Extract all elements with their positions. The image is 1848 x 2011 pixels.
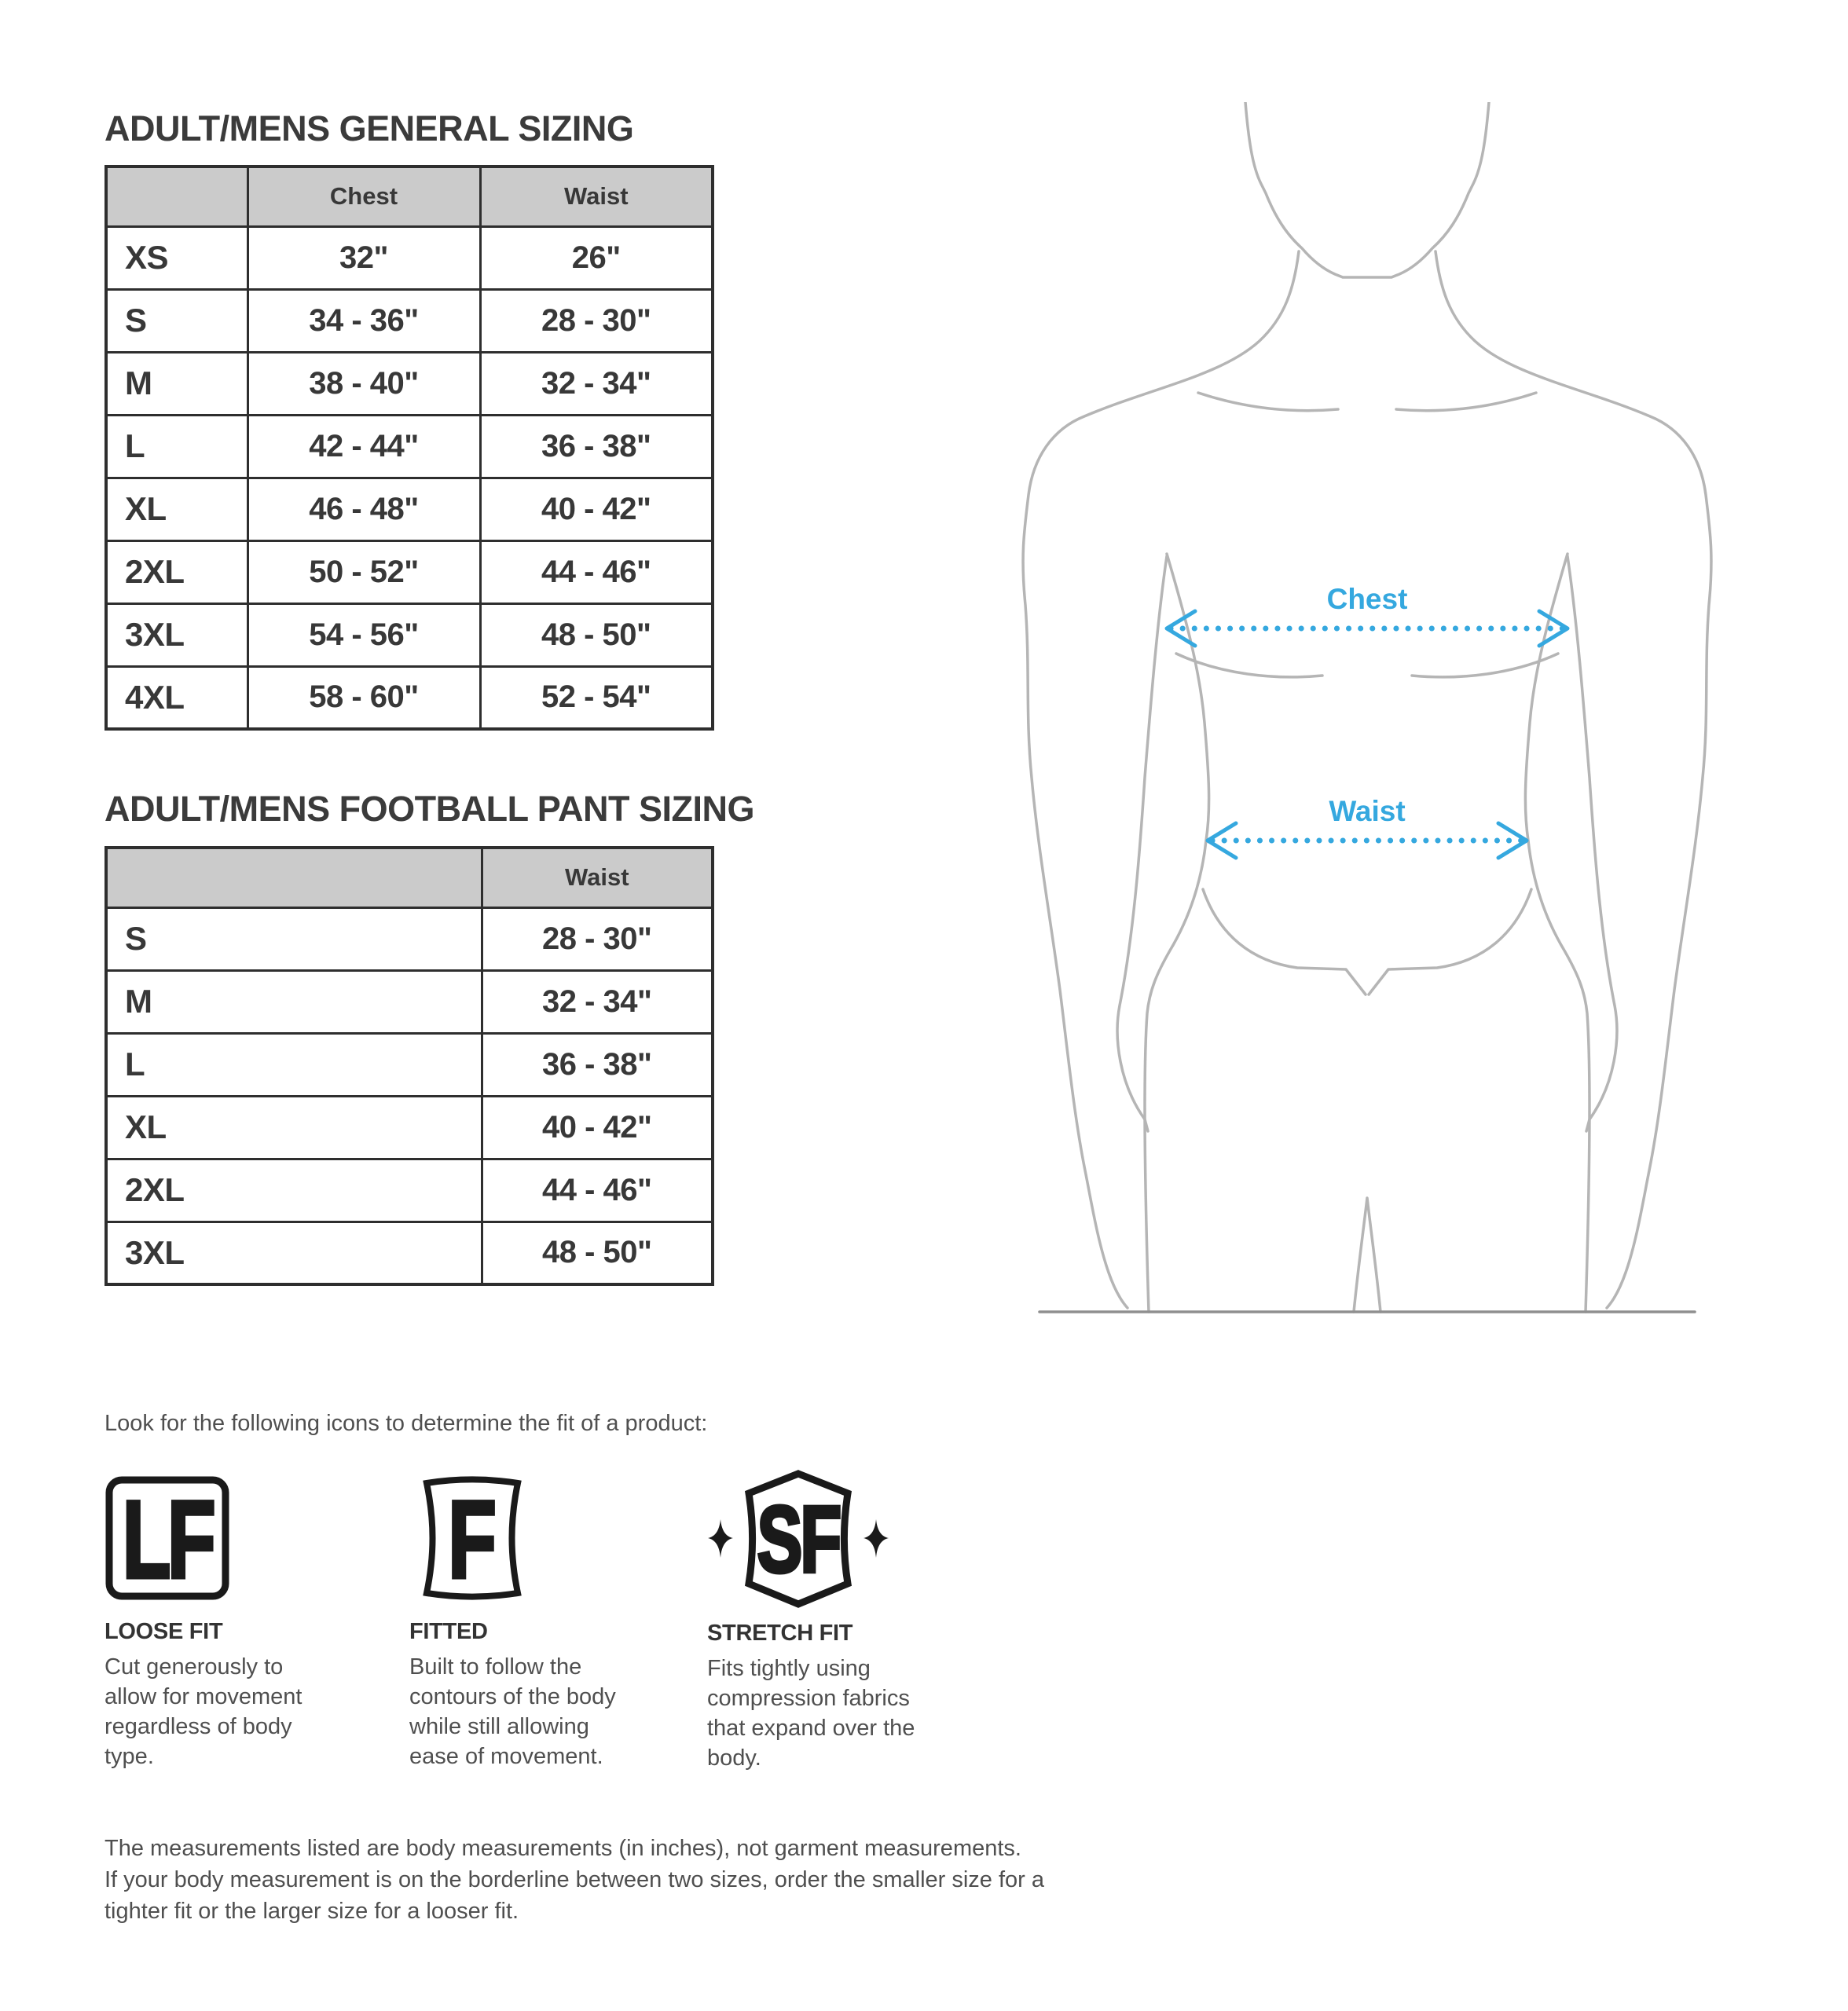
table-row bbox=[106, 478, 713, 540]
footnote-line-1: The measurements listed are body measurements (in inches), not garment measurements. bbox=[104, 1836, 1021, 1861]
chest-value: 34 - 36" bbox=[248, 289, 480, 352]
size-label: 3XL bbox=[106, 603, 248, 666]
loose-fit-description: Cut generously to allow for movement regardless of body type. bbox=[104, 1654, 302, 1769]
fitted-icon bbox=[409, 1475, 535, 1601]
size-label: 2XL bbox=[106, 540, 248, 603]
right-shoulder-blade-line bbox=[1396, 393, 1536, 411]
fitted-block bbox=[409, 1475, 653, 1771]
waist-value: 28 - 30" bbox=[482, 907, 713, 970]
waist-value: 32 - 34" bbox=[482, 970, 713, 1033]
header-row bbox=[106, 167, 713, 226]
measurement-footnote bbox=[104, 1833, 1106, 1927]
waist-value: 44 - 46" bbox=[482, 1159, 713, 1222]
column-header-waist: Waist bbox=[482, 848, 713, 907]
table-row bbox=[106, 415, 713, 478]
waist-value: 36 - 38" bbox=[482, 1033, 713, 1096]
column-header-chest: Chest bbox=[248, 167, 480, 226]
head-outline bbox=[1245, 102, 1489, 277]
stretch-right-diamond bbox=[864, 1519, 889, 1558]
table-row bbox=[106, 1096, 713, 1159]
size-label: XL bbox=[106, 478, 248, 540]
chest-value: 54 - 56" bbox=[248, 603, 480, 666]
chest-value: 42 - 44" bbox=[248, 415, 480, 478]
size-label: S bbox=[106, 907, 482, 970]
left-arm-outline bbox=[1023, 251, 1299, 1308]
body-measurement-diagram bbox=[1010, 102, 1725, 1328]
table-row bbox=[106, 666, 713, 729]
size-label: L bbox=[106, 1033, 482, 1096]
stretch-fit-description: Fits tightly using compression fabrics that expand over the body. bbox=[707, 1656, 915, 1771]
waist-value: 32 - 34" bbox=[480, 352, 713, 415]
chest-value: 58 - 60" bbox=[248, 666, 480, 729]
waist-label: Waist bbox=[1329, 795, 1406, 827]
size-label: L bbox=[106, 415, 248, 478]
footnote-line-2: If your body measurement is on the borderline between two sizes, order the smaller size for a tighter fit or the larger size for a looser fit. bbox=[104, 1867, 1045, 1924]
right-arm-outline bbox=[1436, 251, 1711, 1308]
waist-value: 40 - 42" bbox=[482, 1096, 713, 1159]
size-label: XL bbox=[106, 1096, 482, 1159]
size-label: XS bbox=[106, 226, 248, 289]
stretch-fit-icon bbox=[707, 1467, 889, 1610]
right-hip-line bbox=[1369, 889, 1531, 995]
waist-value: 26" bbox=[480, 226, 713, 289]
table-row bbox=[106, 540, 713, 603]
torso-outline-figure bbox=[1010, 102, 1725, 1328]
general-sizing-title: ADULT/MENS GENERAL SIZING bbox=[104, 108, 634, 148]
table-row bbox=[106, 352, 713, 415]
waist-value: 48 - 50" bbox=[482, 1222, 713, 1284]
loose-fit-abbr: LF bbox=[122, 1478, 213, 1601]
size-label: 4XL bbox=[106, 666, 248, 729]
inner-legs bbox=[1354, 1198, 1380, 1312]
pant-sizing-title: ADULT/MENS FOOTBALL PANT SIZING bbox=[104, 789, 754, 829]
waist-value: 48 - 50" bbox=[480, 603, 713, 666]
table-row bbox=[106, 1033, 713, 1096]
header-row bbox=[106, 848, 713, 907]
fitted-abbr: F bbox=[448, 1478, 497, 1601]
size-label: 2XL bbox=[106, 1159, 482, 1222]
size-label: S bbox=[106, 289, 248, 352]
loose-fit-icon bbox=[104, 1475, 230, 1601]
size-label: M bbox=[106, 352, 248, 415]
chest-value: 38 - 40" bbox=[248, 352, 480, 415]
table-row bbox=[106, 1222, 713, 1284]
loose-fit-name: LOOSE FIT bbox=[104, 1619, 223, 1644]
table-row bbox=[106, 1159, 713, 1222]
size-label: M bbox=[106, 970, 482, 1033]
right-inner-arm bbox=[1568, 556, 1617, 1131]
waist-value: 28 - 30" bbox=[480, 289, 713, 352]
table-row bbox=[106, 289, 713, 352]
table-row bbox=[106, 226, 713, 289]
fit-intro-text: Look for the following icons to determine the fit of a product: bbox=[104, 1411, 708, 1436]
table-row bbox=[106, 603, 713, 666]
column-header-waist: Waist bbox=[480, 167, 713, 226]
stretch-fit-block bbox=[707, 1467, 966, 1773]
fitted-name: FITTED bbox=[409, 1619, 488, 1644]
pant-sizing-table bbox=[104, 846, 714, 1286]
chest-value: 46 - 48" bbox=[248, 478, 480, 540]
column-header-blank bbox=[106, 167, 248, 226]
chest-label: Chest bbox=[1326, 583, 1408, 615]
column-header-blank bbox=[106, 848, 482, 907]
size-label: 3XL bbox=[106, 1222, 482, 1284]
loose-fit-block bbox=[104, 1475, 340, 1771]
waist-value: 40 - 42" bbox=[480, 478, 713, 540]
left-hip-line bbox=[1203, 889, 1366, 995]
left-inner-arm bbox=[1117, 556, 1167, 1131]
table-row bbox=[106, 970, 713, 1033]
chest-value: 50 - 52" bbox=[248, 540, 480, 603]
stretch-fit-name: STRETCH FIT bbox=[707, 1621, 853, 1646]
left-shoulder-blade-line bbox=[1198, 393, 1338, 411]
general-sizing-table bbox=[104, 165, 714, 731]
chest-measurement-arrow bbox=[1167, 583, 1568, 646]
stretch-left-diamond bbox=[708, 1519, 733, 1558]
waist-value: 52 - 54" bbox=[480, 666, 713, 729]
table-row bbox=[106, 907, 713, 970]
chest-value: 32" bbox=[248, 226, 480, 289]
fitted-description: Built to follow the contours of the body while still allowing ease of movement. bbox=[409, 1654, 616, 1769]
waist-value: 44 - 46" bbox=[480, 540, 713, 603]
stretch-fit-abbr: SF bbox=[757, 1487, 840, 1593]
waist-measurement-arrow bbox=[1208, 795, 1527, 858]
waist-value: 36 - 38" bbox=[480, 415, 713, 478]
